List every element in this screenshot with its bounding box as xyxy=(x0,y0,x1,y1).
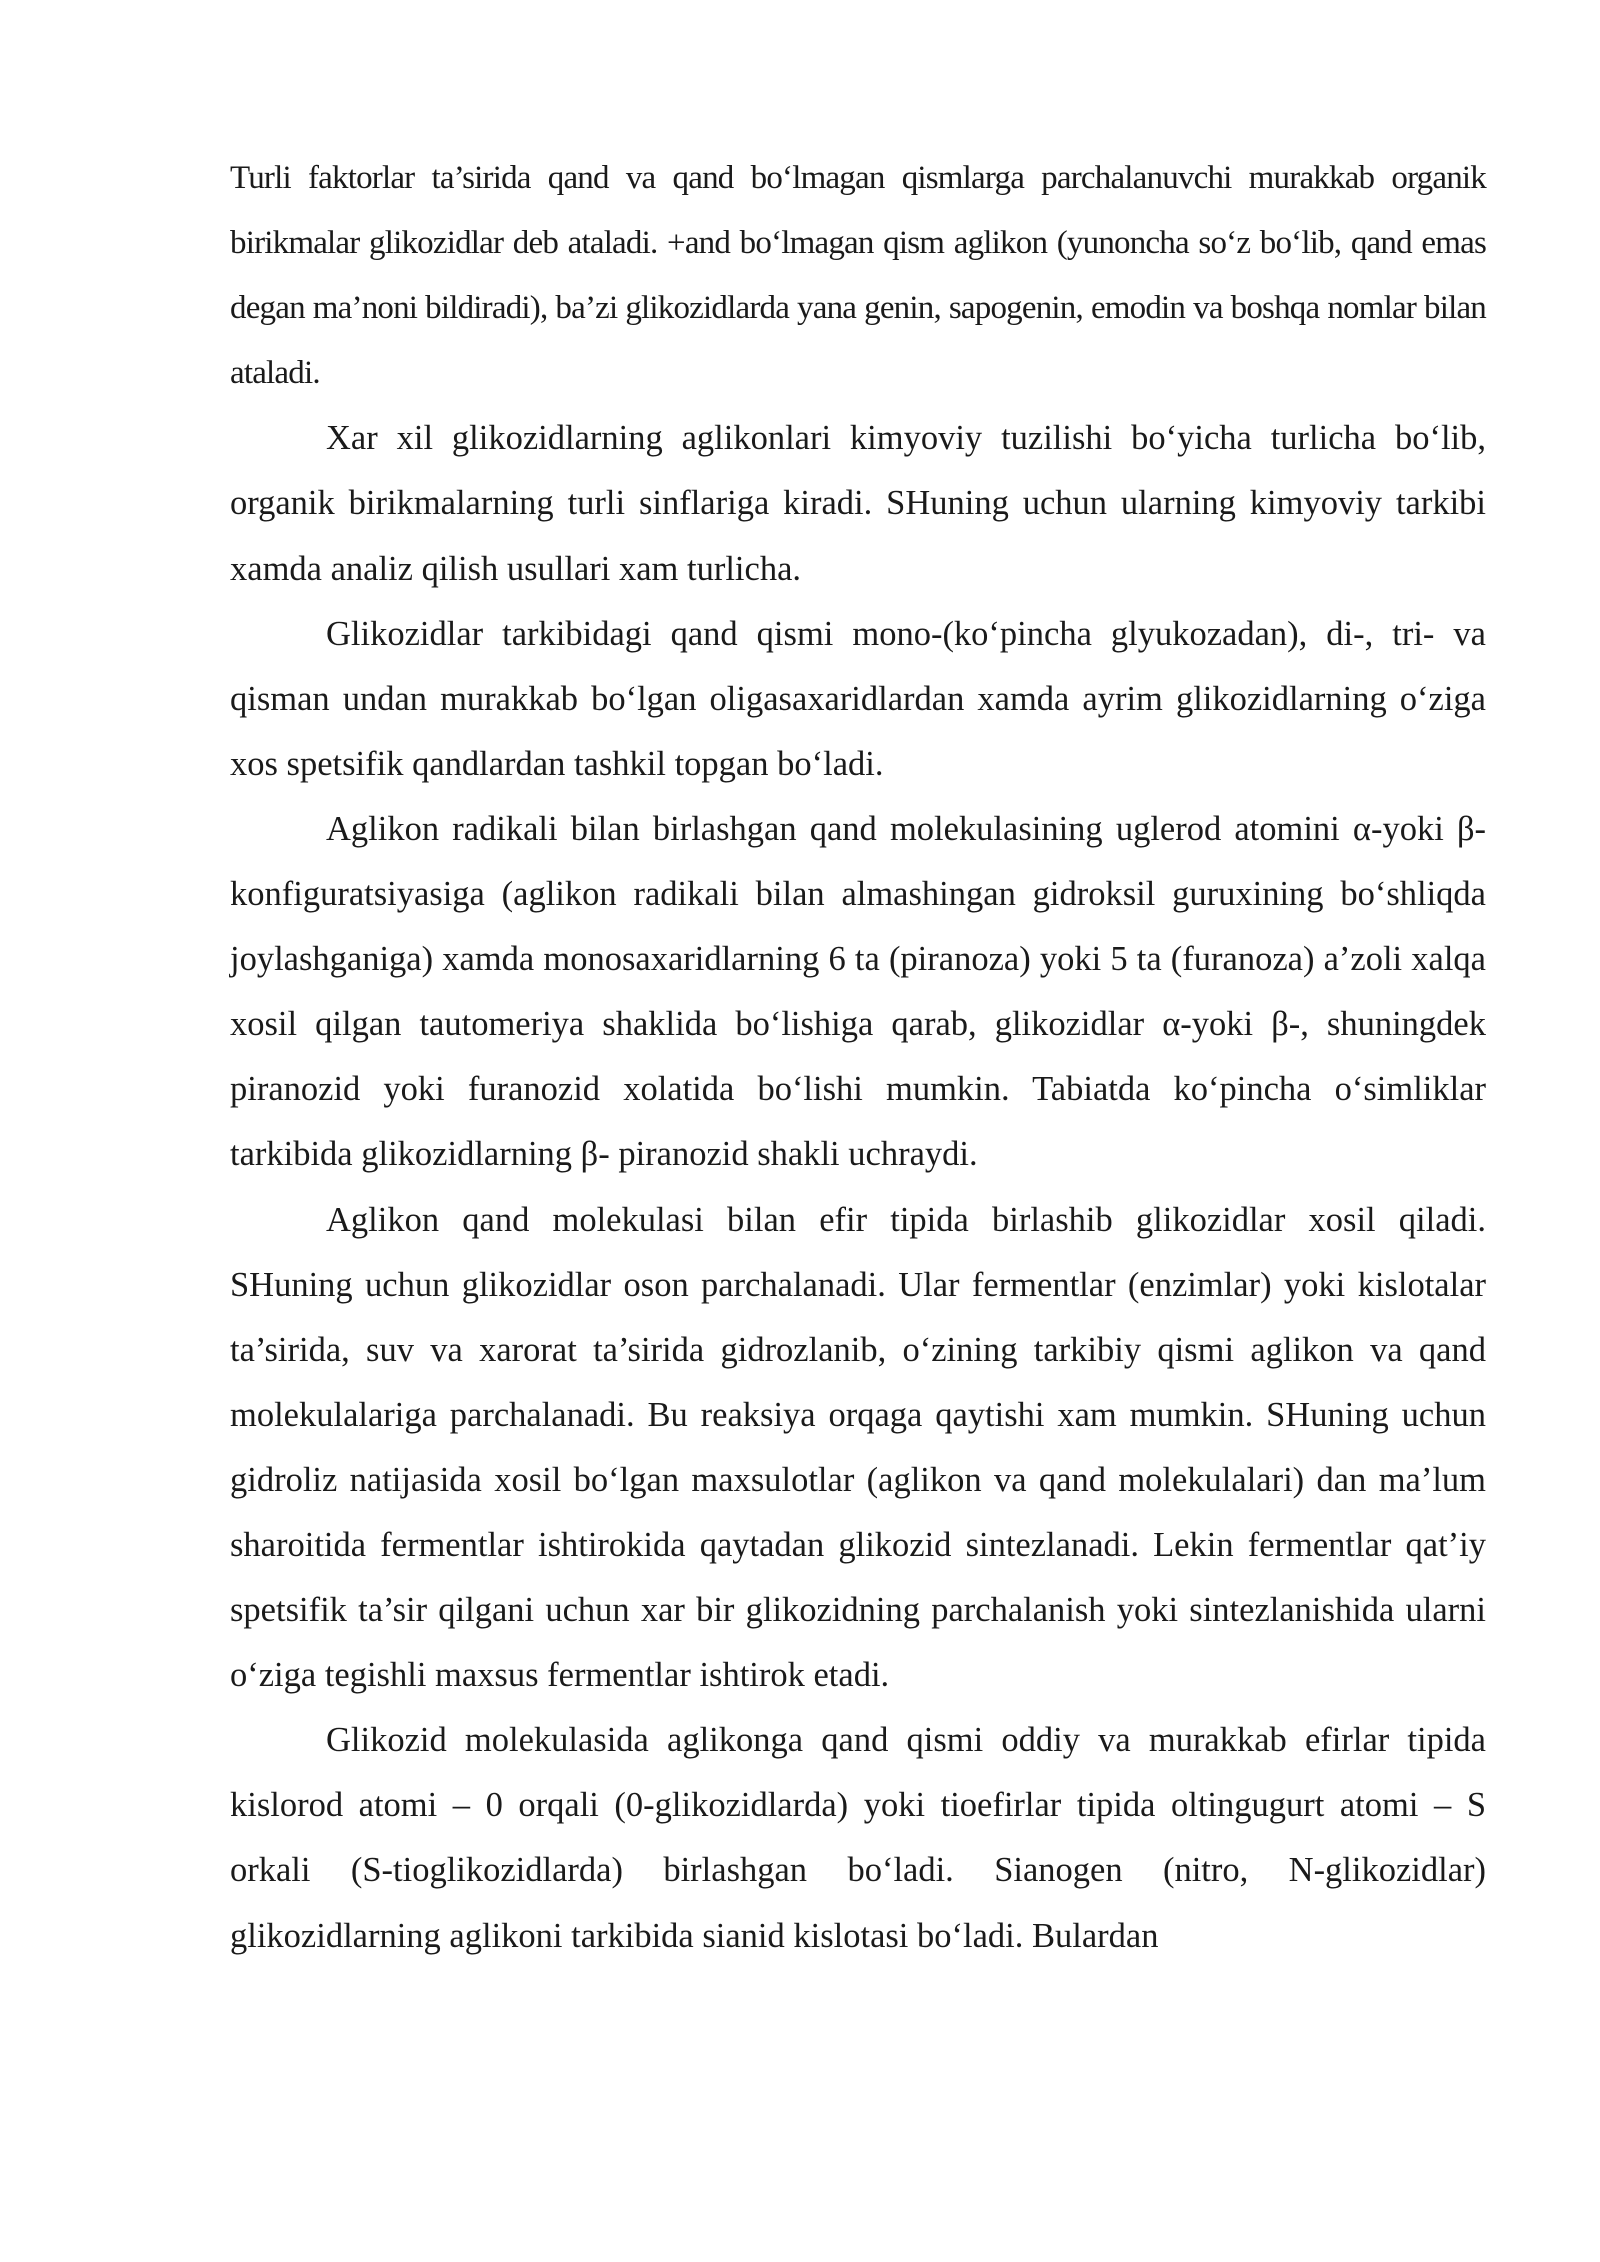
paragraph-5: Aglikon qand molekulasi bilan efir tipida birlashib glikozidlar xosil qiladi. SHuning uchun glikozidlar oson parchalanadi. Ular fermentlar (enzimlar) yoki kislotalar ta’sirida, suv va xarorat ta’sirida gidrozlanib, o‘zining tarkibiy qismi aglikon va qand molekulalariga parchalanadi. Bu reaksiya orqaga qaytishi xam mumkin. SHuning uchun gidroliz natijasida xosil bo‘lgan maxsulotlar (aglikon va qand molekulalari) dan ma’lum sharoitida fermentlar ishtirokida qaytadan glikozid sintezlanadi. Lekin fermentlar qat’iy spetsifik ta’sir qilgani uchun xar bir glikozidning parchalanish yoki sintezlanishida ularni o‘ziga tegishli maxsus fermentlar ishtirok etadi. xyxy=(230,1200,1486,1695)
paragraph-1: Turli faktorlar ta’sirida qand va qand bo‘lmagan qismlarga parchalanuvchi murakkab organik birikmalar glikozidlar deb ataladi. +and bo‘lmagan qism aglikon (yunoncha so‘z bo‘lib, qand emas degan ma’noni bildiradi), ba’zi glikozidlarda yana genin, sapogenin, emodin va boshqa nomlar bilan ataladi. xyxy=(230,160,1486,392)
paragraph-6: Glikozid molekulasida aglikonga qand qismi oddiy va murakkab efirlar tipida kislorod atomi – 0 orqali (0-glikozidlarda) yoki tioefirlar tipida oltingugurt atomi – S orkali (S-tioglikozidlarda) birlashgan bo‘ladi. Sianogen (nitro, N-glikozidlar) glikozidlarning aglikoni tarkibida sianid kislotasi bo‘ladi. Bulardan xyxy=(230,1721,1486,1955)
paragraph-3: Glikozidlar tarkibidagi qand qismi mono-(ko‘pincha glyukozadan), di-, tri- va qisman undan murakkab bo‘lgan oligasaxaridlardan xamda ayrim glikozidlarning o‘ziga xos spetsifik qandlardan tashkil topgan bo‘ladi. xyxy=(230,614,1486,783)
paragraph-2: Xar xil glikozidlarning aglikonlari kimyoviy tuzilishi bo‘yicha turlicha bo‘lib, organik birikmalarning turli sinflariga kiradi. SHuning uchun ularning kimyoviy tarkibi xamda analiz qilish usullari xam turlicha. xyxy=(230,419,1486,588)
paragraph-4: Aglikon radikali bilan birlashgan qand molekulasining uglerod atomini α-yoki β-konfiguratsiyasiga (aglikon radikali bilan almashingan gidroksil guruxining bo‘shliqda joylashganiga) xamda monosaxaridlarning 6 ta (piranoza) yoki 5 ta (furanoza) a’zoli xalqa xosil qilgan tautomeriya shaklida bo‘lishiga qarab, glikozidlar α-yoki β-, shuningdek piranozid yoki furanozid xolatida bo‘lishi mumkin. Tabiatda ko‘pincha o‘simliklar tarkibida glikozidlarning β- piranozid shakli uchraydi. xyxy=(230,809,1486,1174)
document-body xyxy=(230,146,1486,1969)
